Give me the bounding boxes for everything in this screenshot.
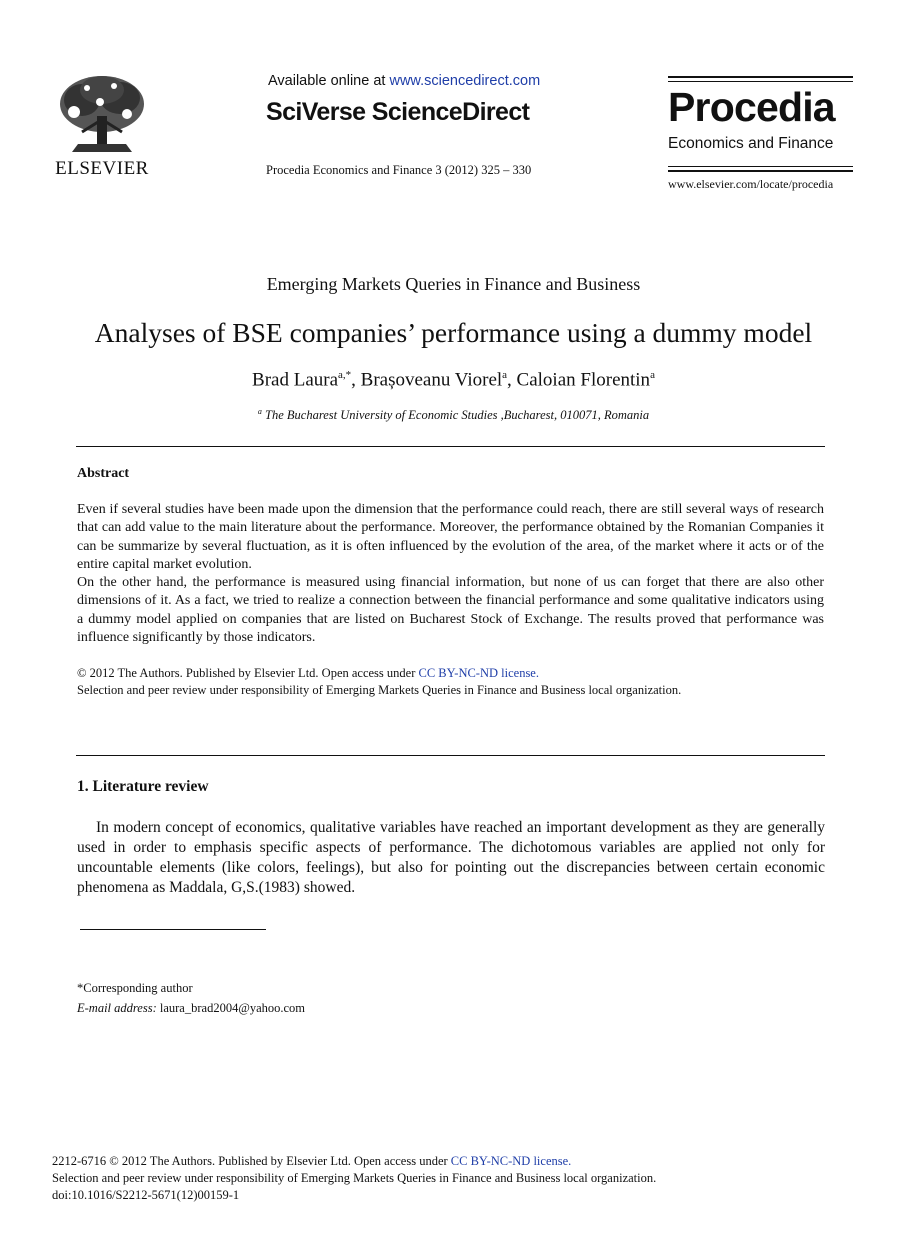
footer-copyright-text: 2212-6716 © 2012 The Authors. Published by Elsevier Ltd. Open access under bbox=[52, 1154, 451, 1168]
available-online bbox=[268, 73, 540, 89]
abstract-body bbox=[77, 501, 824, 647]
license-link[interactable]: CC BY-NC-ND license. bbox=[418, 666, 539, 680]
footer-license-link[interactable]: CC BY-NC-ND license. bbox=[450, 1154, 572, 1168]
author-separator: , bbox=[507, 369, 517, 391]
abstract-paragraph: Even if several studies have been made upon the dimension that the performance could reach, there are still several ways of research that can add value to the main literature about the performance. Moreover, the performance obtained by the Romanian Companies it can be summarize by several fluctuation, as it is often influenced by the evolution of the area, of the market where it acts or of the entire capital market evolution. bbox=[77, 502, 824, 572]
procedia-rule-top bbox=[668, 76, 853, 78]
abstract-heading: Abstract bbox=[77, 466, 130, 481]
author-name: Caloian Florentin bbox=[516, 369, 651, 391]
author-affiliation-mark: a bbox=[502, 369, 508, 381]
author-list bbox=[0, 369, 907, 391]
corresponding-author-note: *Corresponding author bbox=[77, 981, 193, 995]
sciverse-logo: SciVerse ScienceDirect bbox=[266, 98, 530, 126]
affiliation bbox=[0, 407, 907, 423]
journal-reference: Procedia Economics and Finance 3 (2012) 325 – 330 bbox=[266, 163, 532, 177]
divider-bottom bbox=[76, 755, 825, 756]
doi[interactable]: doi:10.1016/S2212-5671(12)00159-1 bbox=[52, 1188, 240, 1202]
review-note: Selection and peer review under responsibility of Emerging Markets Queries in Finance and Business local organization. bbox=[77, 683, 682, 697]
conference-name: Emerging Markets Queries in Finance and Business bbox=[266, 274, 641, 294]
affiliation-text: The Bucharest University of Economic Studies ,Bucharest, 010071, Romania bbox=[261, 408, 650, 423]
paper-title: Analyses of BSE companies’ performance using a dummy model bbox=[94, 317, 813, 348]
sciencedirect-link[interactable]: www.sciencedirect.com bbox=[389, 73, 541, 89]
copyright-text: © 2012 The Authors. Published by Elsevier Ltd. Open access under bbox=[77, 666, 419, 680]
footnote-rule bbox=[80, 929, 266, 930]
email-note bbox=[77, 1001, 305, 1016]
author-separator: , bbox=[351, 369, 361, 391]
section-body: In modern concept of economics, qualitative variables have reached an important development as they are generally used in order to emphasis specific aspects of performance. The dichotomous variables are applied not only for uncountable elements (like colors, feelings), but also for pointing out the discrepancies between certain economic phenomena as Maddala, G,S.(1983) showed. bbox=[77, 819, 825, 896]
procedia-subtitle: Economics and Finance bbox=[668, 135, 834, 152]
author-affiliation-mark: a bbox=[650, 369, 655, 381]
affiliation-mark: a bbox=[257, 407, 262, 416]
email-address[interactable]: laura_brad2004@yahoo.com bbox=[156, 1001, 306, 1015]
abstract-paragraph: On the other hand, the performance is measured using financial information, but none of us can forget that there are also other dimensions of it. As a fact, we tried to realize a connection between the financial performance and some qualitative indicators using a dummy model applied on companies that are listed on Bucharest Stock of Exchange. The results proved that performance was influence significantly by those indicators. bbox=[77, 575, 824, 646]
procedia-logo: Procedia bbox=[668, 84, 835, 130]
author-name: Brad Laura bbox=[252, 369, 339, 391]
procedia-url[interactable]: www.elsevier.com/locate/procedia bbox=[668, 177, 834, 191]
section-heading: 1. Literature review bbox=[77, 778, 209, 795]
procedia-rule-bottom-thin bbox=[668, 166, 853, 167]
footer-copyright-line bbox=[52, 1153, 656, 1170]
procedia-rule-top-thin bbox=[668, 81, 853, 82]
copyright-block bbox=[77, 665, 837, 699]
elsevier-wordmark: ELSEVIER bbox=[55, 158, 149, 179]
copyright-line bbox=[77, 665, 837, 682]
footer-review-note: Selection and peer review under responsibility of Emerging Markets Queries in Finance and Business local organization. bbox=[52, 1171, 657, 1185]
available-online-label: Available online at bbox=[268, 73, 390, 89]
procedia-rule-bottom bbox=[668, 170, 853, 172]
divider-top bbox=[76, 446, 825, 447]
author-affiliation-mark: a,* bbox=[338, 369, 352, 381]
page-footer bbox=[52, 1153, 656, 1204]
author-name: Brașoveanu Viorel bbox=[360, 369, 503, 391]
email-label: E-mail address: bbox=[77, 1001, 157, 1015]
